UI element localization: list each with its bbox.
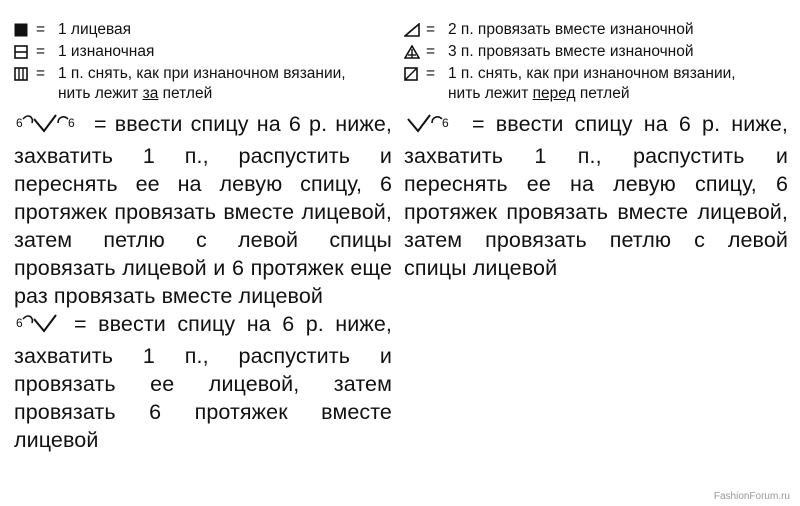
legend-text-underlined: за: [142, 85, 159, 102]
stitch-label: 6: [16, 316, 23, 330]
right-column: [404, 20, 788, 282]
legend-slip-behind: [14, 64, 392, 104]
equals-sign: =: [426, 21, 436, 38]
stitch-label: 6: [442, 116, 449, 130]
legend-text: 2 п. провязать вместе изнаночной: [448, 21, 694, 38]
stitch-description-1: [14, 110, 392, 310]
square-diagonal-icon: [404, 66, 426, 82]
legend-text-underlined: перед: [532, 85, 576, 102]
square-horizontal-line-icon: [14, 44, 36, 60]
legend-text-line2-post: петлей: [575, 85, 630, 102]
equals-sign: =: [36, 65, 46, 82]
left-column: [14, 20, 392, 454]
equals-sign: =: [426, 43, 436, 60]
stitch-description-2: [14, 310, 392, 454]
square-vertical-lines-icon: [14, 66, 36, 82]
stitch-6-v-6-icon: [14, 113, 90, 142]
legend-text-line1: 1 п. снять, как при изнаночном вязании,: [58, 65, 346, 82]
stitch-description-text: = ввести спицу на 6 р. ниже, захватить 1 п., распустить и провязать ее лицевой, затем провязать 6 протяжек вместе лицевой: [14, 312, 392, 452]
legend-p3tog: [404, 42, 788, 62]
stitch-6-v-icon: [14, 313, 70, 342]
legend-text: [58, 64, 392, 104]
triangle-bar-icon: [404, 44, 426, 60]
equals-sign: =: [36, 21, 46, 38]
legend-text-line2-post: петлей: [158, 85, 213, 102]
stitch-description-3: [404, 110, 788, 282]
legend-text: 1 изнаночная: [58, 43, 155, 60]
legend-knit: [14, 20, 392, 40]
stitch-description-text: = ввести спицу на 6 р. ниже, захватить 1 п., распустить и переснять ее на левую спицу, 6 протяжек провязать вместе лицевой, затем петлю с левой спицы провязать лицевой и 6 протяжек еще раз провязать вместе лицевой: [14, 112, 392, 308]
legend-text: [448, 64, 788, 104]
legend-text-line1: 1 п. снять, как при изнаночном вязании,: [448, 65, 736, 82]
triangle-slash-icon: [404, 22, 426, 38]
legend-text-line2-pre: нить лежит: [58, 85, 143, 102]
watermark: FashionForum.ru: [713, 491, 790, 502]
legend-text-line2-pre: нить лежит: [448, 85, 533, 102]
legend-text: 1 лицевая: [58, 21, 132, 38]
filled-square-icon: [14, 22, 36, 38]
stitch-label: 6: [16, 116, 23, 130]
stitch-label: 6: [68, 116, 75, 130]
legend-p2tog: [404, 20, 788, 40]
legend-purl: [14, 42, 392, 62]
stitch-v-6-icon: [404, 113, 460, 142]
stitch-description-text: = ввести спицу на 6 р. ниже, захватить 1 п., распустить и переснять ее на левую спицу, 6 протяжек провязать вместе лицевой, затем провязать петлю с левой спицы лицевой: [404, 112, 788, 280]
legend-slip-front: [404, 64, 788, 104]
legend-text: 3 п. провязать вместе изнаночной: [448, 43, 694, 60]
equals-sign: =: [426, 65, 436, 82]
equals-sign: =: [36, 43, 46, 60]
